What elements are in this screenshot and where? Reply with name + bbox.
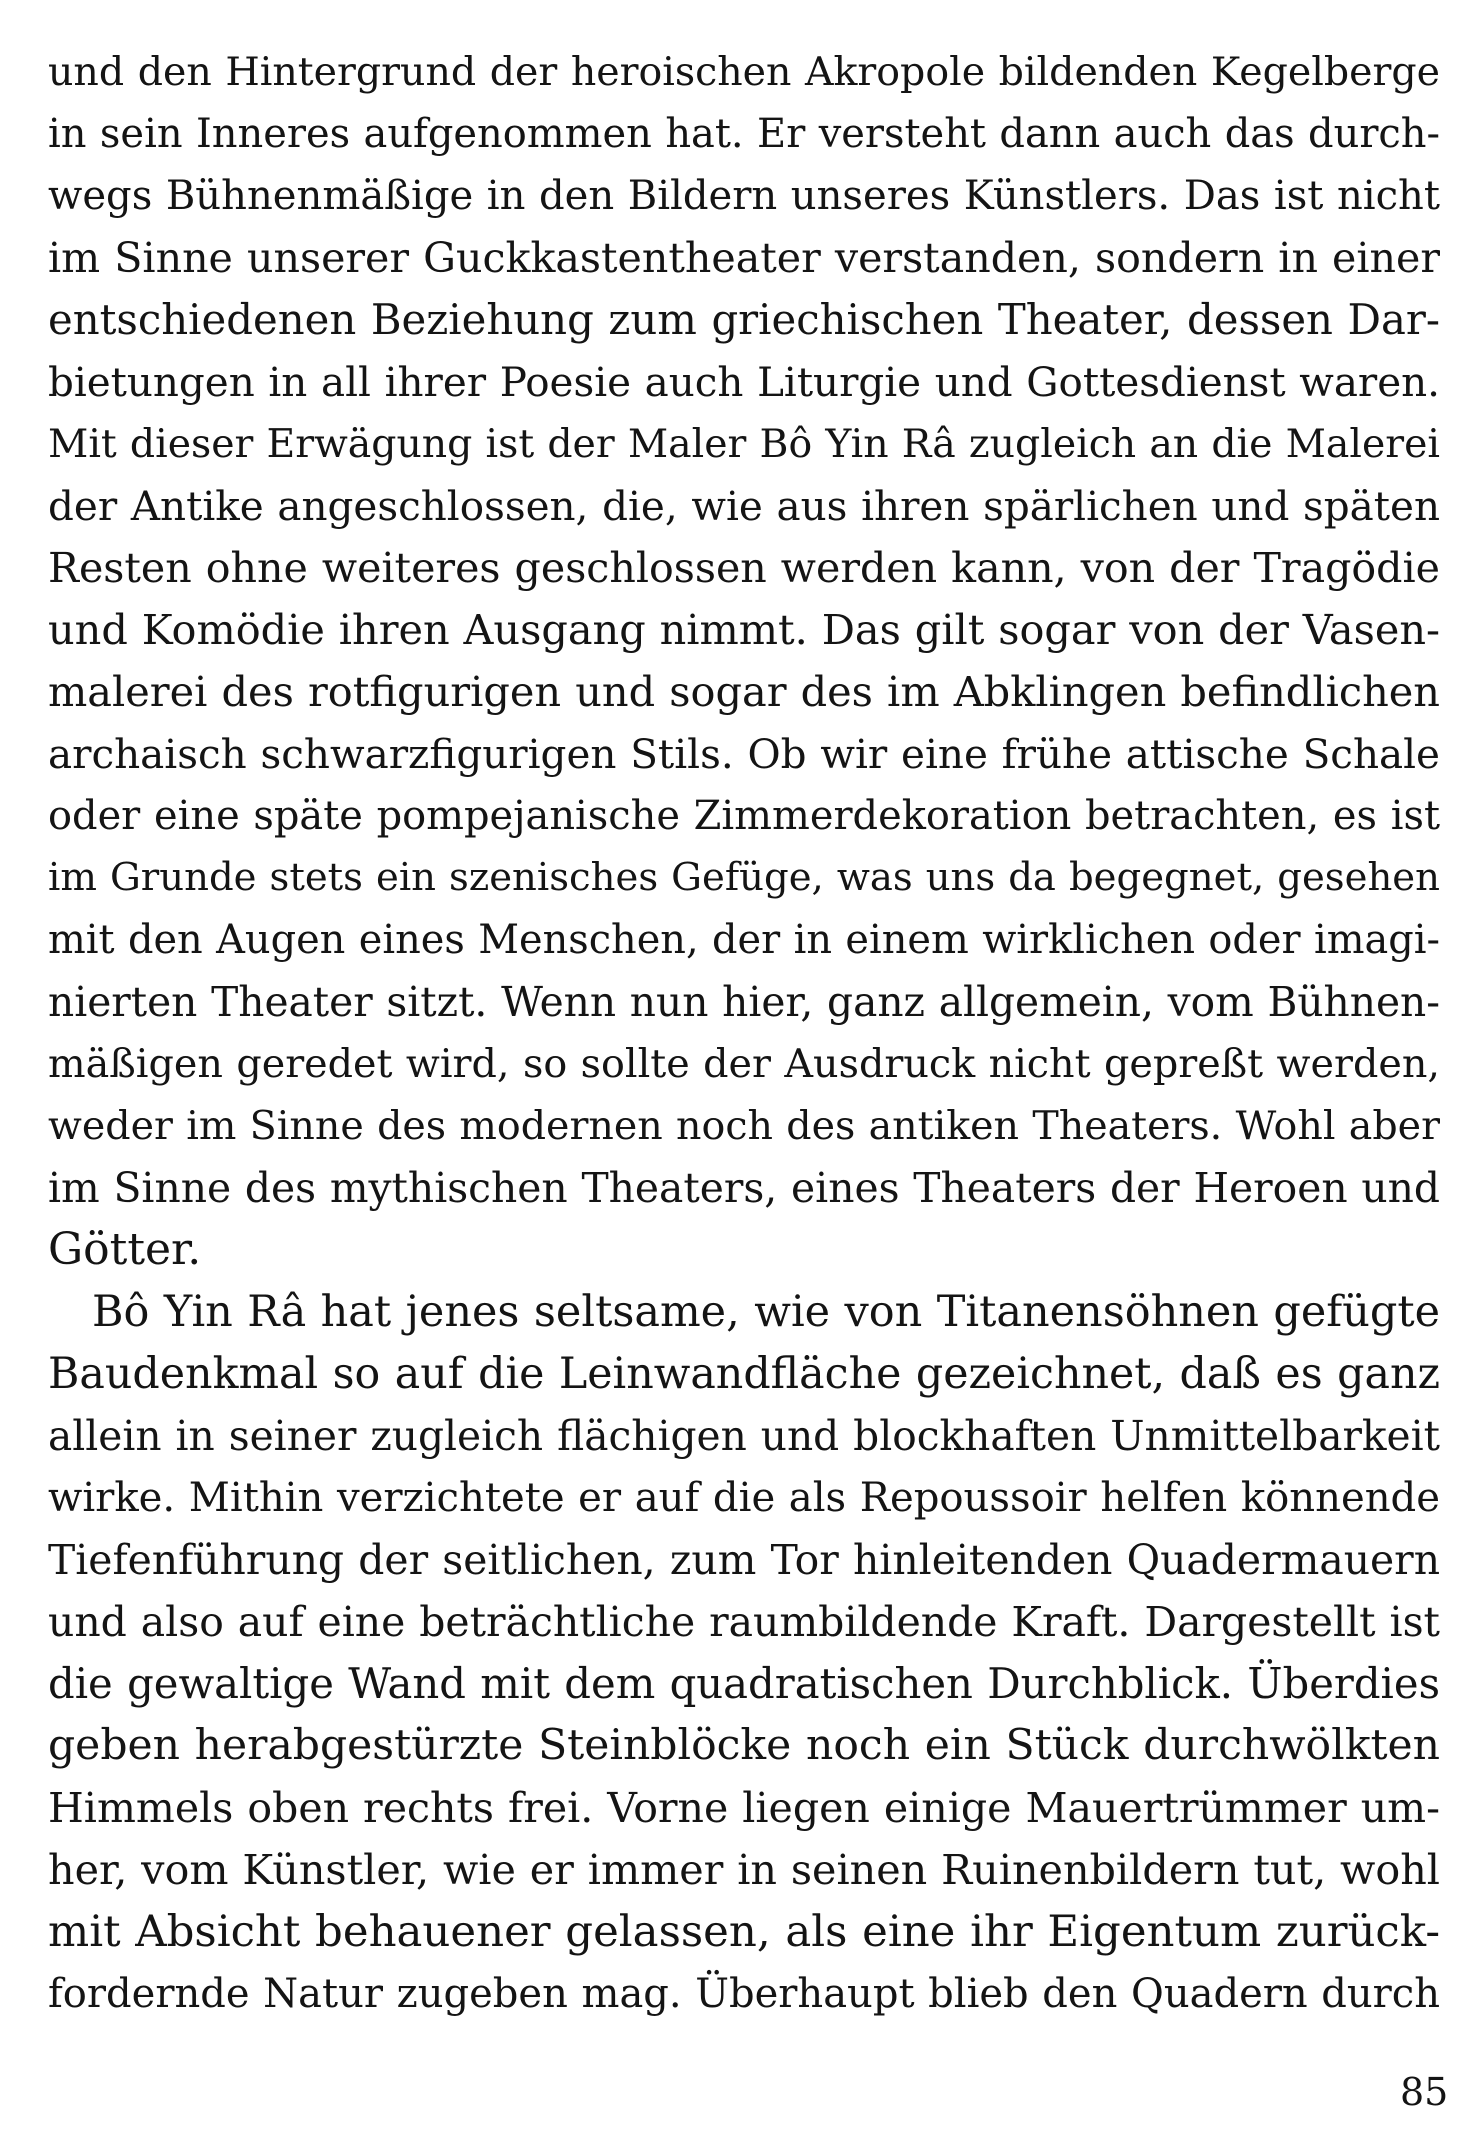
text-line: Resten ohne weiteres geschlossen werden kann, von der Tragödie — [48, 544, 1440, 592]
text-line: nierten Theater sitzt. Wenn nun hier, ganz allgemein, vom Bühnen- — [48, 978, 1440, 1026]
text-line: und Komödie ihren Ausgang nimmt. Das gilt sogar von der Vasen- — [48, 606, 1440, 654]
text-line: im Sinne unserer Guckkastentheater verstanden, sondern in einer — [48, 234, 1440, 282]
text-line: Baudenkmal so auf die Leinwandfläche gezeichnet, daß es ganz — [48, 1349, 1440, 1399]
text-line: her, vom Künstler, wie er immer in seinen Ruinenbildern tut, wohl — [48, 1846, 1440, 1894]
text-line: archaisch schwarzfigurigen Stils. Ob wir eine frühe attische Schale — [48, 730, 1440, 778]
text-line: im Sinne des mythischen Theaters, eines Theaters der Heroen und — [48, 1164, 1440, 1212]
text-line: Tiefenführung der seitlichen, zum Tor hinleitenden Quadermauern — [48, 1536, 1440, 1584]
text-line: bietungen in all ihrer Poesie auch Liturgie und Gottesdienst waren. — [48, 358, 1440, 406]
text-line: Himmels oben rechts frei. Vorne liegen einige Mauertrümmer um- — [48, 1784, 1440, 1832]
text-line: wirke. Mithin verzichtete er auf die als Repoussoir helfen könnende — [48, 1475, 1440, 1521]
page-number: 85 — [1400, 2070, 1449, 2114]
text-line: Mit dieser Erwägung ist der Maler Bô Yin Râ zugleich an die Malerei — [48, 421, 1440, 467]
text-line: wegs Bühnenmäßige in den Bildern unseres Künstlers. Das ist nicht — [48, 173, 1440, 219]
text-line: geben herabgestürzte Steinblöcke noch ein Stück durchwölkten — [48, 1721, 1440, 1770]
text-line: mit Absicht behauener gelassen, als eine ihr Eigentum zurück- — [48, 1907, 1440, 1957]
text-line: mit den Augen eines Menschen, der in einem wirklichen oder imagi- — [48, 917, 1440, 963]
text-line: fordernde Natur zugeben mag. Überhaupt blieb den Quadern durch — [48, 1971, 1440, 2017]
text-line: weder im Sinne des modernen noch des antiken Theaters. Wohl aber — [48, 1103, 1440, 1149]
text-line: oder eine späte pompejanische Zimmerdekoration betrachten, es ist — [48, 793, 1440, 839]
text-line: malerei des rotfigurigen und sogar des im Abklingen befindlichen — [48, 668, 1440, 716]
text-line: allein in seiner zugleich flächigen und blockhaften Unmittelbarkeit — [48, 1412, 1440, 1460]
text-line: Bô Yin Râ hat jenes seltsame, wie von Titanensöhnen gefügte — [92, 1287, 1440, 1337]
text-line: entschiedenen Beziehung zum griechischen Theater, dessen Dar- — [48, 295, 1440, 344]
text-line: der Antike angeschlossen, die, wie aus ihren spärlichen und späten — [48, 482, 1440, 530]
text-line: in sein Inneres aufgenommen hat. Er versteht dann auch das durch- — [48, 111, 1440, 157]
text-line: mäßigen geredet wird, so sollte der Ausdruck nicht gepreßt werden, — [48, 1041, 1440, 1087]
text-line: im Grunde stets ein szenisches Gefüge, was uns da begegnet, gesehen — [48, 855, 1440, 900]
text-line: und den Hintergrund der heroischen Akropole bildenden Kegelberge — [48, 49, 1440, 95]
text-line: und also auf eine beträchtliche raumbildende Kraft. Dargestellt ist — [48, 1598, 1440, 1646]
text-line: Götter. — [48, 1224, 202, 1275]
text-line: die gewaltige Wand mit dem quadratischen Durchblick. Überdies — [48, 1659, 1440, 1708]
